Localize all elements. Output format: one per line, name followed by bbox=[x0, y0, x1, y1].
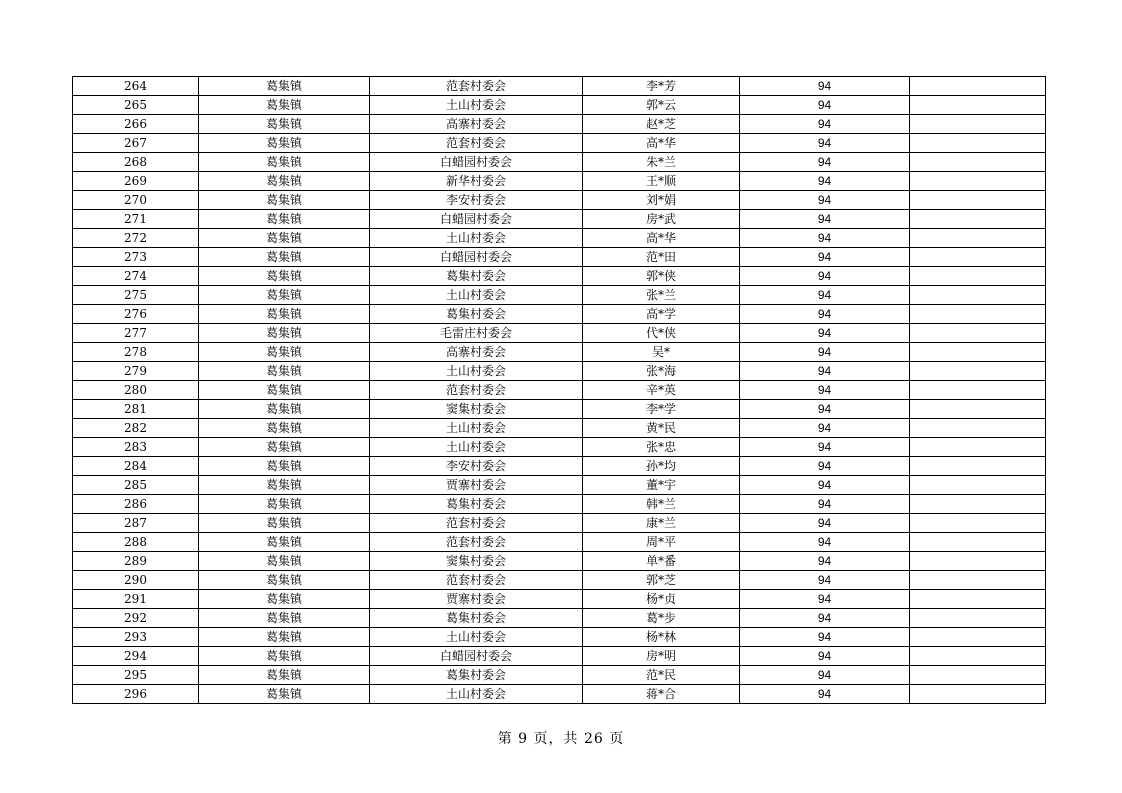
score-cell: 94 bbox=[740, 229, 910, 248]
remark-cell bbox=[910, 381, 1046, 400]
remark-cell bbox=[910, 495, 1046, 514]
page-footer: 第 9 页，共 26 页 bbox=[497, 731, 625, 747]
remark-cell bbox=[910, 514, 1046, 533]
town-cell: 葛集镇 bbox=[199, 476, 370, 495]
person-name-cell: 范*田 bbox=[583, 248, 740, 267]
town-cell: 葛集镇 bbox=[199, 210, 370, 229]
score-cell: 94 bbox=[740, 286, 910, 305]
score-cell: 94 bbox=[740, 381, 910, 400]
row-number-cell: 271 bbox=[73, 210, 199, 229]
table-row bbox=[73, 305, 1046, 324]
remark-cell bbox=[910, 571, 1046, 590]
village-committee-cell: 李安村委会 bbox=[370, 457, 583, 476]
remark-cell bbox=[910, 77, 1046, 96]
village-committee-cell: 土山村委会 bbox=[370, 286, 583, 305]
table-row bbox=[73, 96, 1046, 115]
table-row bbox=[73, 400, 1046, 419]
remark-cell bbox=[910, 533, 1046, 552]
row-number-cell: 270 bbox=[73, 191, 199, 210]
score-cell: 94 bbox=[740, 495, 910, 514]
score-cell: 94 bbox=[740, 134, 910, 153]
remark-cell bbox=[910, 419, 1046, 438]
row-number-cell: 285 bbox=[73, 476, 199, 495]
score-cell: 94 bbox=[740, 590, 910, 609]
town-cell: 葛集镇 bbox=[199, 533, 370, 552]
person-name-cell: 刘*娟 bbox=[583, 191, 740, 210]
person-name-cell: 吴* bbox=[583, 343, 740, 362]
village-committee-cell: 李安村委会 bbox=[370, 191, 583, 210]
score-cell: 94 bbox=[740, 77, 910, 96]
table-row bbox=[73, 115, 1046, 134]
remark-cell bbox=[910, 210, 1046, 229]
table-row bbox=[73, 552, 1046, 571]
score-cell: 94 bbox=[740, 248, 910, 267]
row-number-cell: 283 bbox=[73, 438, 199, 457]
score-cell: 94 bbox=[740, 343, 910, 362]
table-row bbox=[73, 476, 1046, 495]
town-cell: 葛集镇 bbox=[199, 248, 370, 267]
village-committee-cell: 范套村委会 bbox=[370, 571, 583, 590]
score-cell: 94 bbox=[740, 115, 910, 134]
remark-cell bbox=[910, 476, 1046, 495]
person-name-cell: 王*顺 bbox=[583, 172, 740, 191]
score-cell: 94 bbox=[740, 210, 910, 229]
table-row bbox=[73, 514, 1046, 533]
village-committee-cell: 新华村委会 bbox=[370, 172, 583, 191]
person-name-cell: 单*番 bbox=[583, 552, 740, 571]
table-row bbox=[73, 362, 1046, 381]
record-table bbox=[72, 76, 1046, 704]
score-cell: 94 bbox=[740, 362, 910, 381]
village-committee-cell: 范套村委会 bbox=[370, 381, 583, 400]
person-name-cell: 李*学 bbox=[583, 400, 740, 419]
person-name-cell: 范*民 bbox=[583, 666, 740, 685]
village-committee-cell: 土山村委会 bbox=[370, 96, 583, 115]
village-committee-cell: 白蜡园村委会 bbox=[370, 153, 583, 172]
table-row bbox=[73, 666, 1046, 685]
row-number-cell: 265 bbox=[73, 96, 199, 115]
person-name-cell: 葛*步 bbox=[583, 609, 740, 628]
remark-cell bbox=[910, 628, 1046, 647]
remark-cell bbox=[910, 457, 1046, 476]
person-name-cell: 蒋*合 bbox=[583, 685, 740, 704]
person-name-cell: 康*兰 bbox=[583, 514, 740, 533]
village-committee-cell: 土山村委会 bbox=[370, 419, 583, 438]
remark-cell bbox=[910, 343, 1046, 362]
town-cell: 葛集镇 bbox=[199, 609, 370, 628]
village-committee-cell: 白蜡园村委会 bbox=[370, 248, 583, 267]
person-name-cell: 辛*英 bbox=[583, 381, 740, 400]
table-row bbox=[73, 343, 1046, 362]
table-row bbox=[73, 628, 1046, 647]
town-cell: 葛集镇 bbox=[199, 457, 370, 476]
row-number-cell: 296 bbox=[73, 685, 199, 704]
remark-cell bbox=[910, 172, 1046, 191]
town-cell: 葛集镇 bbox=[199, 419, 370, 438]
village-committee-cell: 范套村委会 bbox=[370, 134, 583, 153]
town-cell: 葛集镇 bbox=[199, 571, 370, 590]
town-cell: 葛集镇 bbox=[199, 647, 370, 666]
town-cell: 葛集镇 bbox=[199, 96, 370, 115]
town-cell: 葛集镇 bbox=[199, 514, 370, 533]
row-number-cell: 291 bbox=[73, 590, 199, 609]
score-cell: 94 bbox=[740, 172, 910, 191]
town-cell: 葛集镇 bbox=[199, 400, 370, 419]
town-cell: 葛集镇 bbox=[199, 590, 370, 609]
row-number-cell: 269 bbox=[73, 172, 199, 191]
village-committee-cell: 葛集村委会 bbox=[370, 305, 583, 324]
row-number-cell: 279 bbox=[73, 362, 199, 381]
town-cell: 葛集镇 bbox=[199, 286, 370, 305]
remark-cell bbox=[910, 305, 1046, 324]
score-cell: 94 bbox=[740, 153, 910, 172]
village-committee-cell: 土山村委会 bbox=[370, 229, 583, 248]
record-table-body bbox=[73, 77, 1046, 704]
village-committee-cell: 葛集村委会 bbox=[370, 666, 583, 685]
village-committee-cell: 土山村委会 bbox=[370, 628, 583, 647]
row-number-cell: 282 bbox=[73, 419, 199, 438]
table-row bbox=[73, 267, 1046, 286]
row-number-cell: 268 bbox=[73, 153, 199, 172]
town-cell: 葛集镇 bbox=[199, 495, 370, 514]
table-row bbox=[73, 381, 1046, 400]
remark-cell bbox=[910, 362, 1046, 381]
score-cell: 94 bbox=[740, 267, 910, 286]
person-name-cell: 房*武 bbox=[583, 210, 740, 229]
remark-cell bbox=[910, 324, 1046, 343]
town-cell: 葛集镇 bbox=[199, 343, 370, 362]
person-name-cell: 周*平 bbox=[583, 533, 740, 552]
remark-cell bbox=[910, 191, 1046, 210]
score-cell: 94 bbox=[740, 476, 910, 495]
person-name-cell: 朱*兰 bbox=[583, 153, 740, 172]
remark-cell bbox=[910, 115, 1046, 134]
row-number-cell: 273 bbox=[73, 248, 199, 267]
person-name-cell: 代*侠 bbox=[583, 324, 740, 343]
remark-cell bbox=[910, 666, 1046, 685]
table-row bbox=[73, 191, 1046, 210]
score-cell: 94 bbox=[740, 514, 910, 533]
village-committee-cell: 范套村委会 bbox=[370, 533, 583, 552]
village-committee-cell: 贾寨村委会 bbox=[370, 590, 583, 609]
table-row bbox=[73, 609, 1046, 628]
row-number-cell: 264 bbox=[73, 77, 199, 96]
table-row bbox=[73, 153, 1046, 172]
row-number-cell: 272 bbox=[73, 229, 199, 248]
table-row bbox=[73, 229, 1046, 248]
person-name-cell: 杨*贞 bbox=[583, 590, 740, 609]
town-cell: 葛集镇 bbox=[199, 172, 370, 191]
row-number-cell: 287 bbox=[73, 514, 199, 533]
table-row bbox=[73, 647, 1046, 666]
town-cell: 葛集镇 bbox=[199, 628, 370, 647]
person-name-cell: 韩*兰 bbox=[583, 495, 740, 514]
score-cell: 94 bbox=[740, 571, 910, 590]
score-cell: 94 bbox=[740, 666, 910, 685]
remark-cell bbox=[910, 229, 1046, 248]
person-name-cell: 黄*民 bbox=[583, 419, 740, 438]
remark-cell bbox=[910, 400, 1046, 419]
row-number-cell: 276 bbox=[73, 305, 199, 324]
town-cell: 葛集镇 bbox=[199, 438, 370, 457]
table-row bbox=[73, 685, 1046, 704]
row-number-cell: 267 bbox=[73, 134, 199, 153]
village-committee-cell: 土山村委会 bbox=[370, 685, 583, 704]
town-cell: 葛集镇 bbox=[199, 115, 370, 134]
table-row bbox=[73, 172, 1046, 191]
village-committee-cell: 高寨村委会 bbox=[370, 115, 583, 134]
row-number-cell: 289 bbox=[73, 552, 199, 571]
table-row bbox=[73, 286, 1046, 305]
row-number-cell: 288 bbox=[73, 533, 199, 552]
row-number-cell: 292 bbox=[73, 609, 199, 628]
table-row bbox=[73, 571, 1046, 590]
remark-cell bbox=[910, 609, 1046, 628]
score-cell: 94 bbox=[740, 457, 910, 476]
row-number-cell: 275 bbox=[73, 286, 199, 305]
row-number-cell: 266 bbox=[73, 115, 199, 134]
row-number-cell: 295 bbox=[73, 666, 199, 685]
data-sheet bbox=[72, 76, 1045, 704]
village-committee-cell: 葛集村委会 bbox=[370, 267, 583, 286]
town-cell: 葛集镇 bbox=[199, 191, 370, 210]
score-cell: 94 bbox=[740, 685, 910, 704]
person-name-cell: 郭*云 bbox=[583, 96, 740, 115]
village-committee-cell: 高寨村委会 bbox=[370, 343, 583, 362]
person-name-cell: 郭*芝 bbox=[583, 571, 740, 590]
remark-cell bbox=[910, 153, 1046, 172]
table-row bbox=[73, 495, 1046, 514]
table-row bbox=[73, 134, 1046, 153]
table-row bbox=[73, 210, 1046, 229]
row-number-cell: 277 bbox=[73, 324, 199, 343]
score-cell: 94 bbox=[740, 647, 910, 666]
row-number-cell: 281 bbox=[73, 400, 199, 419]
score-cell: 94 bbox=[740, 552, 910, 571]
score-cell: 94 bbox=[740, 609, 910, 628]
table-row bbox=[73, 419, 1046, 438]
person-name-cell: 张*兰 bbox=[583, 286, 740, 305]
row-number-cell: 280 bbox=[73, 381, 199, 400]
table-row bbox=[73, 248, 1046, 267]
row-number-cell: 284 bbox=[73, 457, 199, 476]
town-cell: 葛集镇 bbox=[199, 362, 370, 381]
town-cell: 葛集镇 bbox=[199, 229, 370, 248]
person-name-cell: 郭*侠 bbox=[583, 267, 740, 286]
row-number-cell: 294 bbox=[73, 647, 199, 666]
score-cell: 94 bbox=[740, 305, 910, 324]
person-name-cell: 董*宇 bbox=[583, 476, 740, 495]
town-cell: 葛集镇 bbox=[199, 305, 370, 324]
town-cell: 葛集镇 bbox=[199, 381, 370, 400]
town-cell: 葛集镇 bbox=[199, 685, 370, 704]
score-cell: 94 bbox=[740, 628, 910, 647]
remark-cell bbox=[910, 248, 1046, 267]
town-cell: 葛集镇 bbox=[199, 267, 370, 286]
score-cell: 94 bbox=[740, 400, 910, 419]
remark-cell bbox=[910, 438, 1046, 457]
remark-cell bbox=[910, 267, 1046, 286]
table-row bbox=[73, 590, 1046, 609]
person-name-cell: 高*华 bbox=[583, 229, 740, 248]
score-cell: 94 bbox=[740, 533, 910, 552]
score-cell: 94 bbox=[740, 419, 910, 438]
remark-cell bbox=[910, 685, 1046, 704]
village-committee-cell: 贾寨村委会 bbox=[370, 476, 583, 495]
village-committee-cell: 白蜡园村委会 bbox=[370, 210, 583, 229]
table-row bbox=[73, 438, 1046, 457]
remark-cell bbox=[910, 134, 1046, 153]
row-number-cell: 278 bbox=[73, 343, 199, 362]
person-name-cell: 赵*芝 bbox=[583, 115, 740, 134]
table-row bbox=[73, 533, 1046, 552]
row-number-cell: 286 bbox=[73, 495, 199, 514]
table-row bbox=[73, 77, 1046, 96]
person-name-cell: 高*学 bbox=[583, 305, 740, 324]
town-cell: 葛集镇 bbox=[199, 134, 370, 153]
village-committee-cell: 窦集村委会 bbox=[370, 552, 583, 571]
person-name-cell: 张*忠 bbox=[583, 438, 740, 457]
table-row bbox=[73, 457, 1046, 476]
town-cell: 葛集镇 bbox=[199, 77, 370, 96]
town-cell: 葛集镇 bbox=[199, 153, 370, 172]
town-cell: 葛集镇 bbox=[199, 666, 370, 685]
row-number-cell: 274 bbox=[73, 267, 199, 286]
person-name-cell: 房*明 bbox=[583, 647, 740, 666]
village-committee-cell: 毛雷庄村委会 bbox=[370, 324, 583, 343]
village-committee-cell: 葛集村委会 bbox=[370, 609, 583, 628]
person-name-cell: 张*海 bbox=[583, 362, 740, 381]
remark-cell bbox=[910, 552, 1046, 571]
person-name-cell: 孙*均 bbox=[583, 457, 740, 476]
score-cell: 94 bbox=[740, 324, 910, 343]
village-committee-cell: 范套村委会 bbox=[370, 77, 583, 96]
village-committee-cell: 土山村委会 bbox=[370, 438, 583, 457]
score-cell: 94 bbox=[740, 191, 910, 210]
village-committee-cell: 范套村委会 bbox=[370, 514, 583, 533]
score-cell: 94 bbox=[740, 96, 910, 115]
village-committee-cell: 土山村委会 bbox=[370, 362, 583, 381]
row-number-cell: 290 bbox=[73, 571, 199, 590]
remark-cell bbox=[910, 590, 1046, 609]
remark-cell bbox=[910, 286, 1046, 305]
remark-cell bbox=[910, 647, 1046, 666]
remark-cell bbox=[910, 96, 1046, 115]
person-name-cell: 高*华 bbox=[583, 134, 740, 153]
score-cell: 94 bbox=[740, 438, 910, 457]
person-name-cell: 杨*林 bbox=[583, 628, 740, 647]
village-committee-cell: 窦集村委会 bbox=[370, 400, 583, 419]
row-number-cell: 293 bbox=[73, 628, 199, 647]
village-committee-cell: 白蜡园村委会 bbox=[370, 647, 583, 666]
town-cell: 葛集镇 bbox=[199, 324, 370, 343]
town-cell: 葛集镇 bbox=[199, 552, 370, 571]
table-row bbox=[73, 324, 1046, 343]
village-committee-cell: 葛集村委会 bbox=[370, 495, 583, 514]
person-name-cell: 李*芳 bbox=[583, 77, 740, 96]
